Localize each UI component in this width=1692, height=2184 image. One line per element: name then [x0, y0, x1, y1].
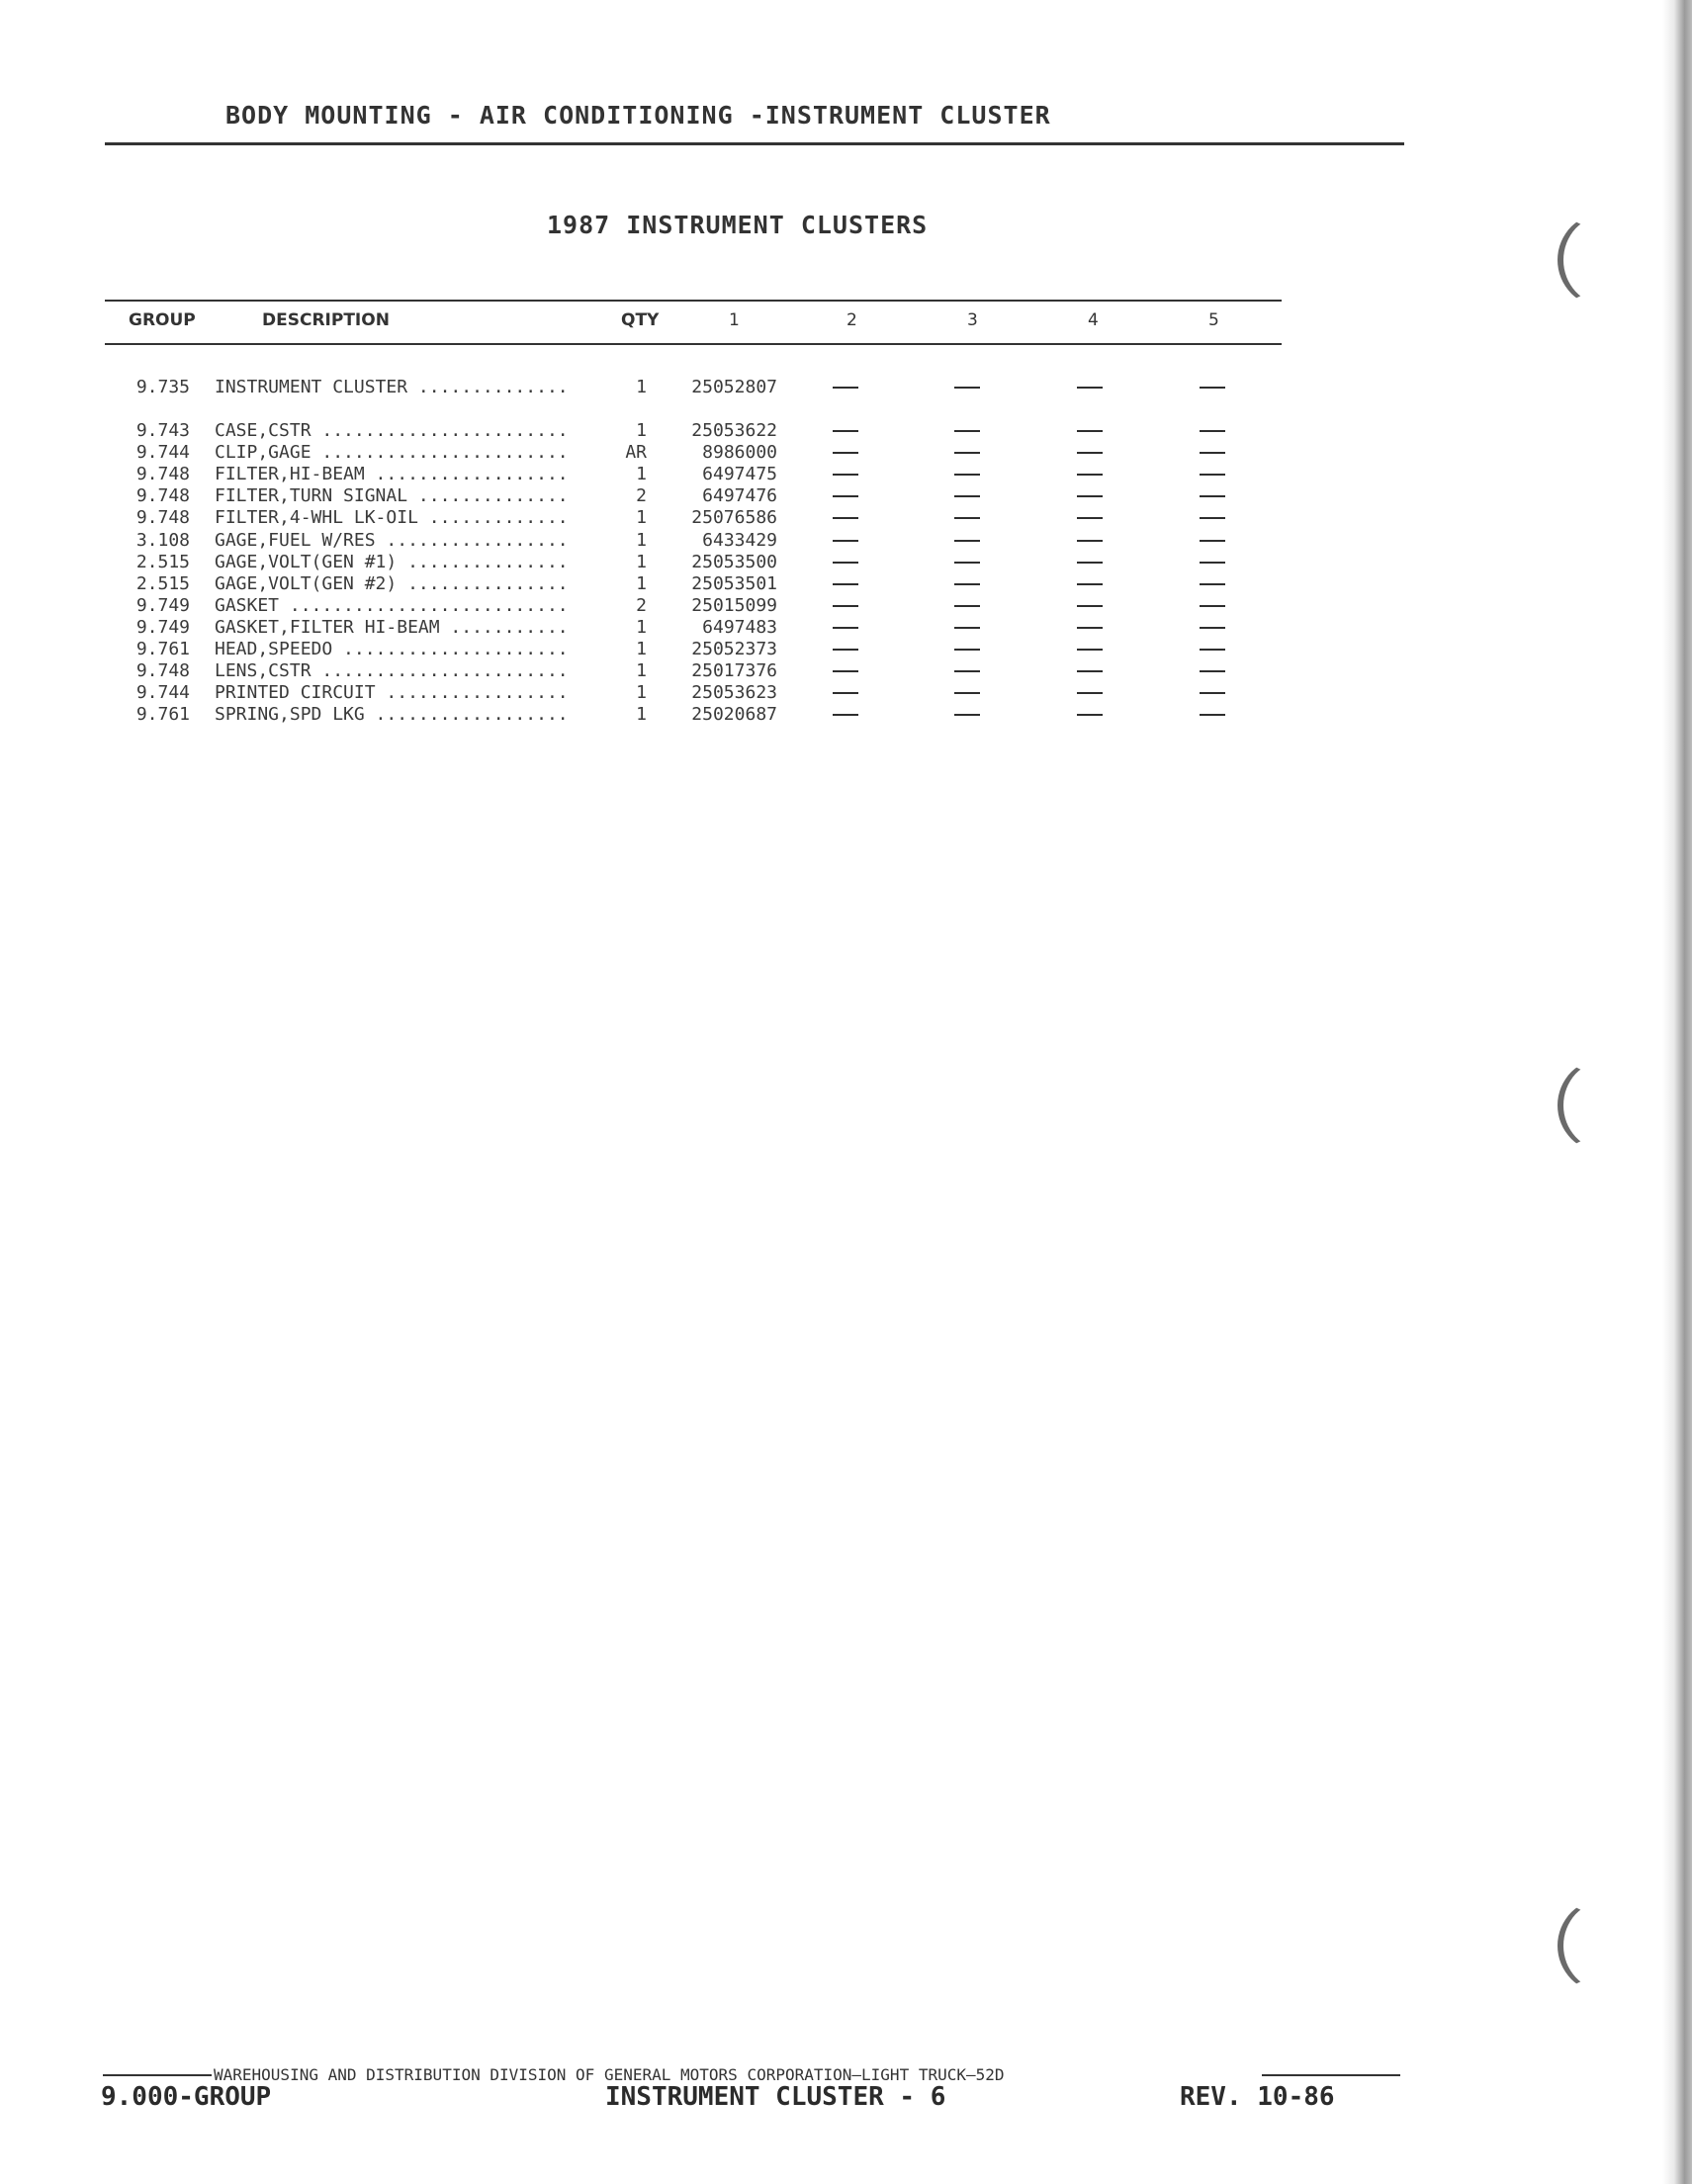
row-column-5-dash	[1200, 517, 1225, 519]
column-header-group: GROUP	[129, 310, 196, 330]
row-part-number: 6497476	[702, 485, 777, 507]
row-description: GAGE,VOLT(GEN #1) ...............	[215, 551, 569, 572]
row-column-5-dash	[1200, 474, 1225, 476]
row-description: SPRING,SPD LKG ..................	[215, 704, 569, 726]
row-part-number: 6497483	[702, 616, 777, 638]
row-group-number: 9.748	[135, 507, 190, 529]
table-top-rule	[105, 300, 1282, 302]
row-column-2-dash	[833, 562, 858, 564]
row-description: GASKET,FILTER HI-BEAM ...........	[215, 616, 569, 638]
row-description: GAGE,FUEL W/RES .................	[215, 529, 569, 551]
row-part-number: 25053623	[691, 682, 777, 704]
row-column-4-dash	[1077, 692, 1103, 694]
row-column-2-dash	[833, 627, 858, 629]
row-group-number: 2.515	[135, 551, 190, 572]
table-row	[0, 595, 1692, 617]
column-header-4: 4	[1088, 310, 1099, 330]
row-part-number: 25015099	[691, 594, 777, 616]
row-column-4-dash	[1077, 452, 1103, 454]
page-edge-shadow	[1662, 0, 1692, 2184]
row-column-2-dash	[833, 495, 858, 497]
row-column-2-dash	[833, 452, 858, 454]
row-column-2-dash	[833, 517, 858, 519]
row-column-5-dash	[1200, 452, 1225, 454]
row-part-number: 25053500	[691, 551, 777, 572]
row-group-number: 9.761	[135, 704, 190, 726]
row-column-5-dash	[1200, 627, 1225, 629]
row-column-2-dash	[833, 692, 858, 694]
row-column-3-dash	[954, 430, 980, 432]
row-column-3-dash	[954, 605, 980, 607]
table-row	[0, 639, 1692, 660]
row-description: CLIP,GAGE .......................	[215, 442, 569, 464]
row-group-number: 9.749	[135, 616, 190, 638]
row-part-number: 25052373	[691, 639, 777, 659]
row-column-2-dash	[833, 474, 858, 476]
row-quantity: 1	[636, 639, 647, 659]
row-column-4-dash	[1077, 670, 1103, 672]
row-description: FILTER,4-WHL LK-OIL .............	[215, 507, 569, 529]
row-column-2-dash	[833, 430, 858, 432]
row-part-number: 6433429	[702, 529, 777, 551]
row-quantity: AR	[625, 442, 647, 464]
row-quantity: 1	[636, 507, 647, 529]
row-group-number: 9.735	[135, 377, 190, 397]
row-column-5-dash	[1200, 387, 1225, 389]
row-group-number: 9.743	[135, 420, 190, 441]
row-description: GASKET ..........................	[215, 594, 569, 616]
row-quantity: 1	[636, 464, 647, 485]
row-quantity: 1	[636, 616, 647, 638]
row-quantity: 2	[636, 594, 647, 616]
row-column-4-dash	[1077, 517, 1103, 519]
table-row	[0, 377, 1692, 398]
table-row	[0, 552, 1692, 573]
footer-group-label: 9.000-GROUP	[101, 2082, 272, 2112]
row-group-number: 9.748	[135, 485, 190, 507]
row-quantity: 1	[636, 660, 647, 682]
row-quantity: 1	[636, 572, 647, 594]
row-column-3-dash	[954, 387, 980, 389]
row-description: PRINTED CIRCUIT .................	[215, 682, 569, 704]
binder-hole-top	[1558, 213, 1623, 307]
row-column-4-dash	[1077, 649, 1103, 651]
row-group-number: 9.748	[135, 464, 190, 485]
row-column-4-dash	[1077, 562, 1103, 564]
row-column-4-dash	[1077, 627, 1103, 629]
row-column-4-dash	[1077, 714, 1103, 716]
row-group-number: 3.108	[135, 529, 190, 551]
row-column-4-dash	[1077, 583, 1103, 585]
footer-page-label: INSTRUMENT CLUSTER - 6	[605, 2082, 946, 2112]
row-column-3-dash	[954, 474, 980, 476]
row-column-5-dash	[1200, 605, 1225, 607]
row-column-2-dash	[833, 583, 858, 585]
row-quantity: 1	[636, 529, 647, 551]
row-column-4-dash	[1077, 387, 1103, 389]
row-description: FILTER,TURN SIGNAL ..............	[215, 485, 569, 507]
row-column-5-dash	[1200, 562, 1225, 564]
row-group-number: 9.744	[135, 442, 190, 464]
row-description: CASE,CSTR .......................	[215, 420, 569, 441]
row-quantity: 1	[636, 377, 647, 397]
footer-rule-right	[1262, 2074, 1400, 2076]
row-column-4-dash	[1077, 430, 1103, 432]
column-header-3: 3	[967, 310, 978, 330]
column-header-qty: QTY	[621, 310, 660, 330]
table-row	[0, 530, 1692, 552]
row-part-number: 25017376	[691, 660, 777, 682]
row-group-number: 9.761	[135, 639, 190, 659]
row-column-5-dash	[1200, 540, 1225, 542]
table-row	[0, 617, 1692, 639]
row-column-3-dash	[954, 627, 980, 629]
row-column-3-dash	[954, 517, 980, 519]
header-divider	[105, 142, 1404, 145]
column-header-1: 1	[729, 310, 740, 330]
table-row	[0, 704, 1692, 726]
row-column-5-dash	[1200, 649, 1225, 651]
row-column-4-dash	[1077, 605, 1103, 607]
footer-rule-left	[103, 2074, 212, 2076]
row-column-5-dash	[1200, 495, 1225, 497]
binder-hole-bottom	[1558, 1898, 1623, 1993]
footer-division-text: WAREHOUSING AND DISTRIBUTION DIVISION OF GENERAL MOTORS CORPORATION—LIGHT TRUCK—52D	[214, 2065, 1005, 2084]
row-column-2-dash	[833, 670, 858, 672]
table-row	[0, 507, 1692, 529]
row-quantity: 1	[636, 682, 647, 704]
table-row	[0, 464, 1692, 485]
table-row	[0, 682, 1692, 704]
row-column-4-dash	[1077, 540, 1103, 542]
row-column-2-dash	[833, 714, 858, 716]
table-row	[0, 573, 1692, 595]
table-row	[0, 442, 1692, 464]
column-header-5: 5	[1208, 310, 1219, 330]
column-header-description: DESCRIPTION	[262, 310, 390, 330]
footer-revision: REV. 10-86	[1180, 2082, 1335, 2112]
row-description: INSTRUMENT CLUSTER ..............	[215, 377, 569, 397]
row-part-number: 25053501	[691, 572, 777, 594]
section-title: 1987 INSTRUMENT CLUSTERS	[547, 211, 929, 239]
row-quantity: 1	[636, 704, 647, 726]
row-part-number: 8986000	[702, 442, 777, 464]
table-row	[0, 485, 1692, 507]
row-group-number: 9.744	[135, 682, 190, 704]
row-column-2-dash	[833, 605, 858, 607]
table-row	[0, 660, 1692, 682]
row-description: GAGE,VOLT(GEN #2) ...............	[215, 572, 569, 594]
row-quantity: 2	[636, 485, 647, 507]
row-column-4-dash	[1077, 474, 1103, 476]
row-part-number: 25020687	[691, 704, 777, 726]
binder-hole-middle	[1558, 1058, 1623, 1153]
row-description: LENS,CSTR .......................	[215, 660, 569, 682]
table-header-rule	[105, 343, 1282, 345]
row-column-2-dash	[833, 649, 858, 651]
column-header-2: 2	[846, 310, 857, 330]
row-column-5-dash	[1200, 670, 1225, 672]
row-column-3-dash	[954, 649, 980, 651]
row-column-3-dash	[954, 670, 980, 672]
row-column-3-dash	[954, 540, 980, 542]
row-group-number: 9.749	[135, 594, 190, 616]
table-row	[0, 420, 1692, 442]
row-column-5-dash	[1200, 430, 1225, 432]
row-column-3-dash	[954, 452, 980, 454]
row-column-2-dash	[833, 540, 858, 542]
row-quantity: 1	[636, 551, 647, 572]
row-column-3-dash	[954, 495, 980, 497]
row-column-5-dash	[1200, 583, 1225, 585]
row-part-number: 25052807	[691, 377, 777, 397]
row-column-3-dash	[954, 562, 980, 564]
row-column-5-dash	[1200, 714, 1225, 716]
row-description: HEAD,SPEEDO .....................	[215, 639, 569, 659]
row-part-number: 25076586	[691, 507, 777, 529]
row-column-4-dash	[1077, 495, 1103, 497]
row-part-number: 25053622	[691, 420, 777, 441]
row-column-3-dash	[954, 692, 980, 694]
row-column-5-dash	[1200, 692, 1225, 694]
row-description: FILTER,HI-BEAM ..................	[215, 464, 569, 485]
row-group-number: 9.748	[135, 660, 190, 682]
page-header-title: BODY MOUNTING - AIR CONDITIONING -INSTRUMENT CLUSTER	[225, 101, 1051, 130]
row-group-number: 2.515	[135, 572, 190, 594]
row-column-3-dash	[954, 714, 980, 716]
row-part-number: 6497475	[702, 464, 777, 485]
row-column-3-dash	[954, 583, 980, 585]
row-column-2-dash	[833, 387, 858, 389]
row-quantity: 1	[636, 420, 647, 441]
